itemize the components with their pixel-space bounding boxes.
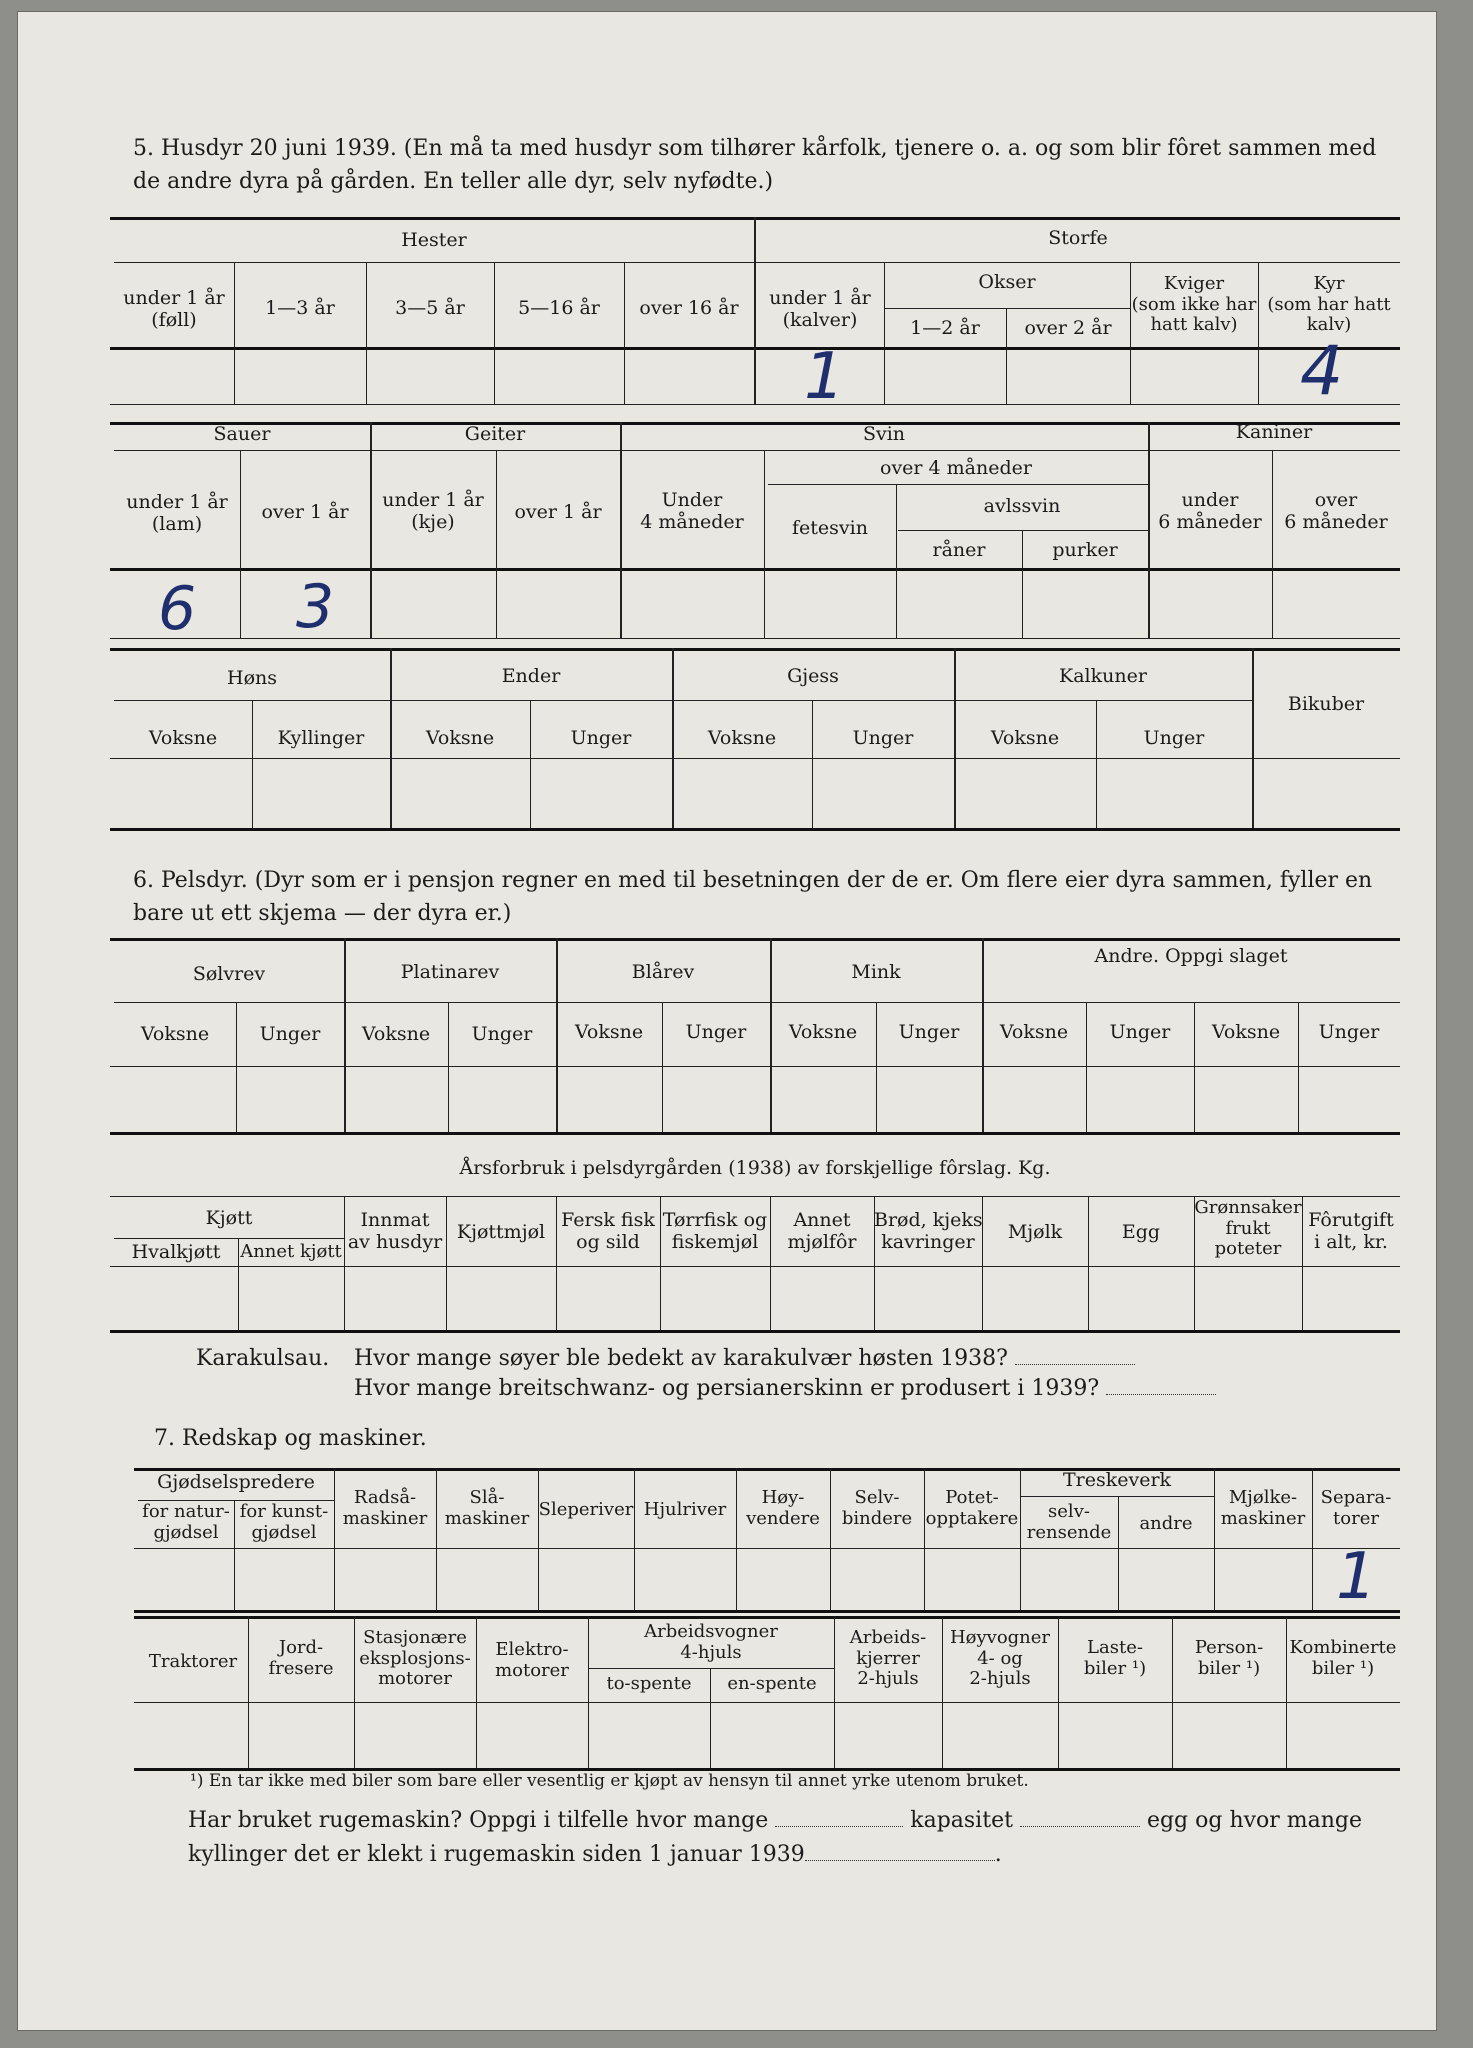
col-elektromotorer: Elektro- motorer xyxy=(495,1639,569,1681)
col-kanin-over6: over 6 måneder xyxy=(1284,489,1388,533)
col-to-spente: to-spente xyxy=(606,1673,692,1694)
col-hjulriver: Hjulriver xyxy=(643,1499,727,1520)
col-kviger: Kviger (som ikke har hatt kalv) xyxy=(1131,273,1257,336)
footnote: ¹) En tar ikke med biler som bare eller vesentlig er kjøpt av hensyn til annet yrke utenom bruket. xyxy=(190,1771,1029,1791)
col-geit-over1: over 1 år xyxy=(514,501,602,523)
value-sau-over1[interactable]: 3 xyxy=(296,572,335,642)
andre2-voksne: Voksne xyxy=(1211,1021,1281,1043)
karakul-q1: Hvor mange søyer ble bedekt av karakulvær høsten 1938? xyxy=(354,1346,1135,1371)
section-7-heading: 7. Redskap og maskiner. xyxy=(154,1426,427,1451)
col-kjottmjol: Kjøttmjøl xyxy=(456,1221,546,1243)
col-kje: under 1 år (kje) xyxy=(382,489,484,533)
col-mjolk: Mjølk xyxy=(1007,1221,1063,1243)
form-page xyxy=(18,12,1436,2030)
gjodsel-header: Gjødselspredere xyxy=(157,1471,315,1493)
andre1-unger: Unger xyxy=(1109,1021,1171,1043)
col-andre-treskeverk: andre xyxy=(1139,1513,1193,1534)
hester-header: Hester xyxy=(401,229,467,251)
andre1-voksne: Voksne xyxy=(999,1021,1069,1043)
col-5-16: 5—16 år xyxy=(518,297,600,319)
col-kalver: under 1 år (kalver) xyxy=(769,287,871,331)
ender-voksne: Voksne xyxy=(425,727,495,749)
kalkuner-unger: Unger xyxy=(1143,727,1205,749)
col-okser-over2: over 2 år xyxy=(1024,317,1112,339)
col-1-3: 1—3 år xyxy=(265,297,335,319)
bikuber-header: Bikuber xyxy=(1287,693,1365,715)
col-stasjonaere: Stasjonære eksplosjons- motorer xyxy=(359,1627,471,1690)
blarev-voksne: Voksne xyxy=(574,1021,644,1043)
mink-unger: Unger xyxy=(898,1021,960,1043)
ender-unger: Unger xyxy=(570,727,632,749)
col-hoyvogner: Høyvogner 4- og 2-hjuls xyxy=(949,1627,1051,1690)
hons-kyllinger: Kyllinger xyxy=(277,727,365,749)
platinarev-header: Platinarev xyxy=(400,961,500,983)
hons-voksne: Voksne xyxy=(148,727,218,749)
karakul-q2: Hvor mange breitschwanz- og persianerskinn er produsert i 1939? xyxy=(354,1376,1216,1401)
col-fetesvin: fetesvin xyxy=(792,517,868,539)
col-torrfisk: Tørrfisk og fiskemjøl xyxy=(662,1209,768,1253)
col-personbiler: Person- biler ¹) xyxy=(1194,1637,1264,1679)
svin-header: Svin xyxy=(862,423,906,445)
kalkuner-header: Kalkuner xyxy=(1059,665,1147,687)
geiter-header: Geiter xyxy=(464,423,526,445)
col-forutgift: Fôrutgift i alt, kr. xyxy=(1308,1209,1394,1253)
gjess-unger: Unger xyxy=(852,727,914,749)
col-purker: purker xyxy=(1052,539,1118,561)
col-naturgjodsel: for natur- gjødsel xyxy=(142,1501,230,1543)
over-4-maneder: over 4 måneder xyxy=(880,457,1032,479)
col-egg: Egg xyxy=(1121,1221,1161,1243)
value-separatorer[interactable]: 1 xyxy=(1336,1540,1377,1614)
sauer-header: Sauer xyxy=(213,423,271,445)
col-over16: over 16 år xyxy=(639,297,739,319)
solvrev-voksne: Voksne xyxy=(140,1023,210,1045)
col-radsa: Radså- maskiner xyxy=(342,1487,428,1529)
col-jordfresere: Jord- freserе xyxy=(268,1637,334,1679)
col-selvbindere: Selv- bindere xyxy=(841,1487,913,1529)
platinarev-unger: Unger xyxy=(471,1023,533,1045)
col-sleperiver: Sleperiver xyxy=(538,1499,634,1520)
ender-header: Ender xyxy=(501,665,561,687)
col-raner: råner xyxy=(932,539,986,561)
kjott-header: Kjøtt xyxy=(205,1207,253,1229)
col-svin-under4: Under 4 måneder xyxy=(640,489,744,533)
value-lam[interactable]: 6 xyxy=(158,574,197,644)
andre-header: Andre. Oppgi slaget xyxy=(1094,945,1288,967)
kaniner-header: Kaniner xyxy=(1235,421,1313,443)
blarev-unger: Unger xyxy=(685,1021,747,1043)
avlssvin-header: avlssvin xyxy=(983,495,1061,517)
col-kanin-under6: under 6 måneder xyxy=(1158,489,1262,533)
okser-header: Okser xyxy=(978,271,1036,293)
gjess-header: Gjess xyxy=(787,665,839,687)
storfe-header: Storfe xyxy=(1048,227,1108,249)
solvrev-unger: Unger xyxy=(259,1023,321,1045)
col-kyr: Kyr (som har hatt kalv) xyxy=(1267,273,1391,336)
blarev-header: Blårev xyxy=(631,961,695,983)
col-kombinerte-biler: Kombinerte biler ¹) xyxy=(1289,1637,1397,1679)
hons-header: Høns xyxy=(227,667,277,689)
col-okser-1-2: 1—2 år xyxy=(910,317,980,339)
rugemaskin-line-2: kyllinger det er klekt i rugemaskin siden 1 januar 1939 . xyxy=(188,1842,1002,1867)
arbeidsvogner-header: Arbeidsvogner 4-hjuls xyxy=(644,1621,778,1663)
forbruk-title: Årsforbruk i pelsdyrgården (1938) av forskjellige fôrslag. Kg. xyxy=(459,1157,1051,1179)
karakul-q1-answer[interactable] xyxy=(1015,1364,1135,1365)
rugemaskin-kapasitet-field[interactable] xyxy=(1020,1826,1140,1827)
karakul-label: Karakulsau. xyxy=(196,1346,330,1371)
col-hoyvendere: Høy- vendere xyxy=(746,1487,820,1529)
rugemaskin-kyllinger-field[interactable] xyxy=(805,1860,995,1861)
section-5-heading: 5. Husdyr 20 juni 1939. (En må ta med husdyr som tilhører kårfolk, tjenere o. a. og som blir fôret sammen med de andre dyra på gården. En teller alle dyr, selv nyfødte.) xyxy=(133,136,1377,194)
col-innmat: Innmat av husdyr xyxy=(347,1209,443,1253)
col-annet-kjott: Annet kjøtt xyxy=(240,1241,342,1262)
col-en-spente: en-spente xyxy=(727,1673,817,1694)
col-mjolkemaskiner: Mjølke- maskiner xyxy=(1220,1487,1306,1529)
rugemaskin-line-1: Har bruket rugemaskin? Oppgi i tilfelle hvor mange kapasitet egg og hvor mange xyxy=(188,1808,1363,1833)
section-6-heading: 6. Pelsdyr. (Dyr som er i pensjon regner en med til besetningen der de er. Om flere eier dyra sammen, fyller en bare ut ett skjema — der dyra er.) xyxy=(133,868,1373,926)
kalkuner-voksne: Voksne xyxy=(990,727,1060,749)
platinarev-voksne: Voksne xyxy=(361,1023,431,1045)
rugemaskin-antall-field[interactable] xyxy=(775,1826,903,1827)
col-selvrensende: selv- rensende xyxy=(1026,1501,1112,1543)
col-gronnsaker: Grønnsaker frukt poteter xyxy=(1194,1197,1302,1260)
mink-header: Mink xyxy=(851,961,901,983)
solvrev-header: Sølvrev xyxy=(192,963,266,985)
col-sau-over1: over 1 år xyxy=(261,501,349,523)
col-lam: under 1 år (lam) xyxy=(126,491,228,535)
col-fersk-fisk: Fersk fisk og sild xyxy=(561,1209,655,1253)
col-kunstgjodsel: for kunst- gjødsel xyxy=(239,1501,329,1543)
col-potetopptakere: Potet- opptakere xyxy=(925,1487,1019,1529)
gjess-voksne: Voksne xyxy=(707,727,777,749)
col-lastebiler: Laste- biler ¹) xyxy=(1083,1637,1147,1679)
col-arbeidskjerrer: Arbeids- kjerrer 2-hjuls xyxy=(849,1627,927,1690)
col-brod: Brød, kjeks kavringer xyxy=(874,1209,983,1253)
treskeverk-header: Treskeverk xyxy=(1062,1469,1172,1491)
col-sla: Slå- maskiner xyxy=(444,1487,530,1529)
value-kyr[interactable]: 4 xyxy=(1300,332,1344,411)
col-foll: under 1 år (føll) xyxy=(123,287,225,331)
value-kalver[interactable]: 1 xyxy=(804,340,845,414)
col-hvalkjott: Hvalkjøtt xyxy=(131,1241,221,1263)
col-annet-mjolfor: Annet mjølfôr xyxy=(787,1209,857,1253)
andre2-unger: Unger xyxy=(1318,1021,1380,1043)
karakul-q2-answer[interactable] xyxy=(1106,1394,1216,1395)
col-traktorer: Traktorer xyxy=(148,1651,238,1672)
col-separatorer: Separa- torer xyxy=(1320,1487,1392,1529)
mink-voksne: Voksne xyxy=(788,1021,858,1043)
col-3-5: 3—5 år xyxy=(395,297,465,319)
